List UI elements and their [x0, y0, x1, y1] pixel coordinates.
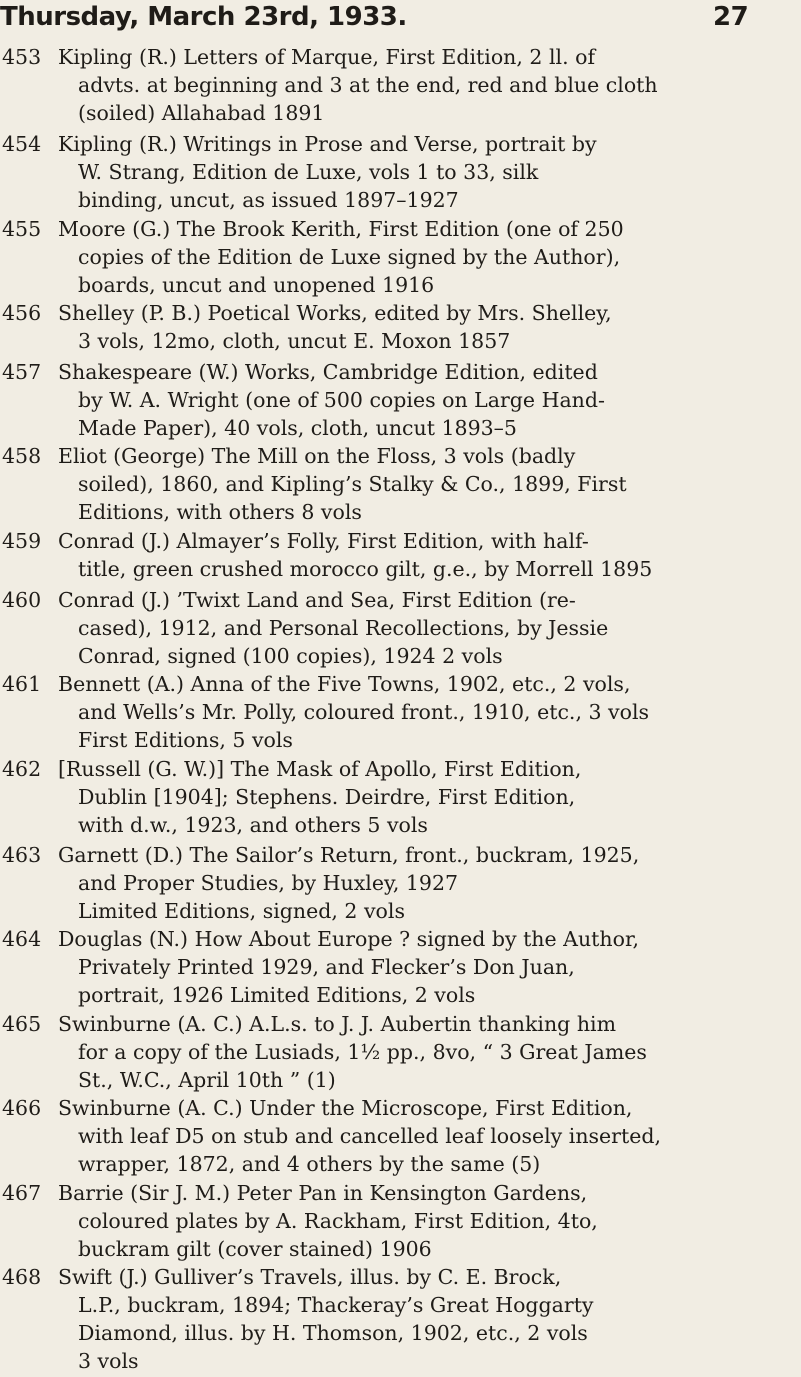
lot-text-line: binding, uncut, as issued 1897–1927 — [78, 188, 459, 212]
lot-text-line: with leaf D5 on stub and cancelled leaf loosely inserted, — [78, 1124, 661, 1148]
lot-text-line: Diamond, illus. by H. Thomson, 1902, etc., 2 vols — [78, 1321, 588, 1345]
lot-text-line: Made Paper), 40 vols, cloth, uncut 1893–5 — [78, 416, 517, 440]
lot-text-line: by W. A. Wright (one of 500 copies on Large Hand- — [78, 388, 605, 412]
page-header — [0, 0, 760, 40]
lot-text-line: portrait, 1926 Limited Editions, 2 vols — [78, 983, 476, 1007]
lot-text-line: copies of the Edition de Luxe signed by the Author), — [78, 245, 621, 269]
lot-text-line: Shakespeare (W.) Works, Cambridge Edition, edited — [58, 360, 598, 384]
lot-text-line: cased), 1912, and Personal Recollections, by Jessie — [78, 616, 609, 640]
lot-text-line: [Russell (G. W.)] The Mask of Apollo, First Edition, — [58, 757, 582, 781]
lot-text-line: Conrad (J.) Almayer’s Folly, First Edition, with half- — [58, 529, 589, 553]
lot-text-line: First Editions, 5 vols — [78, 728, 293, 752]
page-number: 27 — [713, 2, 749, 32]
lot-number: 460 — [2, 588, 42, 612]
lot-text-line: coloured plates by A. Rackham, First Edition, 4to, — [78, 1209, 598, 1233]
lot-text-line: Kipling (R.) Writings in Prose and Verse, portrait by — [58, 132, 597, 156]
lot-text-line: Barrie (Sir J. M.) Peter Pan in Kensington Gardens, — [58, 1181, 588, 1205]
lot-text-line: 3 vols, 12mo, cloth, uncut E. Moxon 1857 — [78, 329, 511, 353]
lot-text-line: and Wells’s Mr. Polly, coloured front., 1910, etc., 3 vols — [78, 700, 650, 724]
lot-text-line: for a copy of the Lusiads, 1½ pp., 8vo, “ 3 Great James — [78, 1040, 647, 1064]
lot-number: 454 — [2, 132, 42, 156]
lot-number: 459 — [2, 529, 42, 553]
lot-text-line: Conrad (J.) ’Twixt Land and Sea, First Edition (re- — [58, 588, 576, 612]
lot-text-line: 3 vols — [78, 1349, 139, 1373]
lot-text-line: Eliot (George) The Mill on the Floss, 3 vols (badly — [58, 444, 576, 468]
lot-text-line: Moore (G.) The Brook Kerith, First Edition (one of 250 — [58, 217, 624, 241]
lot-number: 468 — [2, 1265, 42, 1289]
lot-text-line: Conrad, signed (100 copies), 1924 2 vols — [78, 644, 503, 668]
lot-number: 457 — [2, 360, 42, 384]
lot-text-line: Kipling (R.) Letters of Marque, First Edition, 2 ll. of — [58, 45, 596, 69]
lot-number: 456 — [2, 301, 42, 325]
lot-number: 461 — [2, 672, 42, 696]
lot-text-line: Swinburne (A. C.) A.L.s. to J. J. Aubertin thanking him — [58, 1012, 617, 1036]
lot-number: 466 — [2, 1096, 42, 1120]
lot-text-line: advts. at beginning and 3 at the end, red and blue cloth — [78, 73, 658, 97]
lot-text-line: W. Strang, Edition de Luxe, vols 1 to 33, silk — [78, 160, 539, 184]
lot-number: 462 — [2, 757, 42, 781]
lot-text-line: soiled), 1860, and Kipling’s Stalky & Co., 1899, First — [78, 472, 627, 496]
lot-number: 453 — [2, 45, 42, 69]
lot-text-line: Swinburne (A. C.) Under the Microscope, First Edition, — [58, 1096, 633, 1120]
lot-text-line: (soiled) Allahabad 1891 — [78, 101, 325, 125]
lot-text-line: Privately Printed 1929, and Flecker’s Don Juan, — [78, 955, 575, 979]
lot-text-line: title, green crushed morocco gilt, g.e., by Morrell 1895 — [78, 557, 653, 581]
lot-number: 465 — [2, 1012, 42, 1036]
lot-text-line: Swift (J.) Gulliver’s Travels, illus. by C. E. Brock, — [58, 1265, 562, 1289]
lot-text-line: boards, uncut and unopened 1916 — [78, 273, 435, 297]
lot-text-line: buckram gilt (cover stained) 1906 — [78, 1237, 432, 1261]
lot-number: 467 — [2, 1181, 42, 1205]
lot-text-line: with d.w., 1923, and others 5 vols — [78, 813, 428, 837]
lot-number: 464 — [2, 927, 42, 951]
lot-number: 458 — [2, 444, 42, 468]
lot-text-line: and Proper Studies, by Huxley, 1927 — [78, 871, 459, 895]
lot-text-line: Douglas (N.) How About Europe ? signed by the Author, — [58, 927, 640, 951]
lot-text-line: Limited Editions, signed, 2 vols — [78, 899, 405, 923]
lot-number: 463 — [2, 843, 42, 867]
lot-text-line: wrapper, 1872, and 4 others by the same (5) — [78, 1152, 541, 1176]
lot-text-line: Dublin [1904]; Stephens. Deirdre, First Edition, — [78, 785, 576, 809]
lot-text-line: Shelley (P. B.) Poetical Works, edited by Mrs. Shelley, — [58, 301, 612, 325]
lot-text-line: Editions, with others 8 vols — [78, 500, 362, 524]
lot-text-line: Bennett (A.) Anna of the Five Towns, 1902, etc., 2 vols, — [58, 672, 631, 696]
lot-text-line: St., W.C., April 10th ” (1) — [78, 1068, 336, 1092]
lot-text-line: Garnett (D.) The Sailor’s Return, front., buckram, 1925, — [58, 843, 640, 867]
lot-number: 455 — [2, 217, 42, 241]
lot-text-line: L.P., buckram, 1894; Thackeray’s Great Hoggarty — [78, 1293, 594, 1317]
page-date: Thursday, March 23rd, 1933. — [0, 2, 407, 32]
